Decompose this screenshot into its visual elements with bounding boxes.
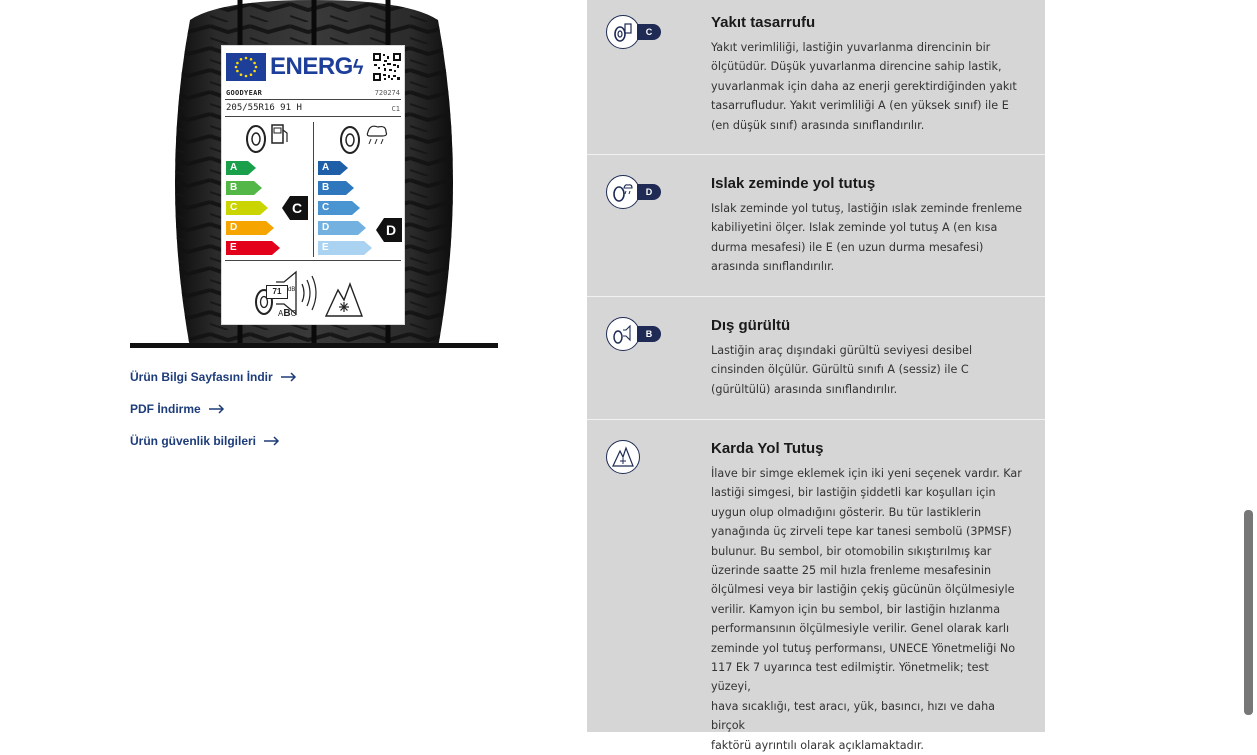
fuel-tyre-icon <box>606 15 640 49</box>
wet-bar-c: C <box>318 201 360 215</box>
download-links <box>130 367 297 463</box>
link-label: PDF İndirme <box>130 402 201 416</box>
energy-logo: ENERGϟ <box>270 53 363 80</box>
fuel-bar-a: A <box>226 161 256 175</box>
section-wet-grip <box>587 155 1045 296</box>
svg-text:C: C <box>291 200 303 216</box>
noise-class-b: B <box>283 308 291 319</box>
section-description: Islak zeminde yol tutuş, lastiğin ıslak zeminde frenleme kabiliyetini ölçer. Islak zeminde yol tutuş A (en kısa durma mesafesi) ile E (en uzun durma mesafesi) arasında sınıflandırılır. <box>711 202 1023 274</box>
noise-icon <box>606 317 640 351</box>
wet-bar-e: E <box>318 241 372 255</box>
link-label: Ürün Bilgi Sayfasını İndir <box>130 370 273 384</box>
label-divider <box>225 260 401 261</box>
fuel-bar-c: C <box>226 201 268 215</box>
noise-class-c: C <box>290 309 297 318</box>
eu-tyre-label <box>221 45 405 325</box>
pdf-download-link[interactable] <box>130 399 297 419</box>
noise-class-a: A <box>278 309 284 318</box>
fuel-bar-b: B <box>226 181 262 195</box>
arrow-right-icon <box>264 436 280 446</box>
fuel-grade-marker <box>282 196 308 220</box>
label-column-divider <box>313 122 314 257</box>
wet-bar-d: D <box>318 221 366 235</box>
section-description: Yakıt verimliliği, lastiğin yuvarlanma direncinin bir ölçütüdür. Düşük yuvarlanma direncine sahip lastik, yuvarlanmak için daha az enerji gerektirdiğinden yakıt tasarrufludur. Yakıt verimliliği A (en yüksek sınıf) ile E (en düşük sınıf) arasında sınıflandırılır. <box>711 41 1017 132</box>
label-divider <box>225 99 401 100</box>
eu-flag-icon <box>226 53 266 81</box>
snow-mountain-icon <box>606 440 640 474</box>
wet-grip-tyre-icon <box>334 122 390 156</box>
label-brand: GOODYEAR <box>226 89 263 97</box>
noise-class-scale <box>278 308 296 319</box>
section-fuel-efficiency <box>587 0 1045 154</box>
svg-text:D: D <box>385 222 397 238</box>
tire-base-line <box>130 343 498 348</box>
section-title: Yakıt tasarrufu <box>711 14 816 31</box>
section-title: Islak zeminde yol tutuş <box>711 175 876 192</box>
section-description: Lastiğin araç dışındaki gürültü seviyesi desibel cinsinden ölçülür. Gürültü sınıfı A (sessiz) ile C (gürültülü) arasında sınıflandırılır. <box>711 344 973 396</box>
arrow-right-icon <box>209 404 225 414</box>
snow-mountain-icon <box>324 280 364 318</box>
grade-badge: C <box>637 24 661 40</box>
fuel-bar-e: E <box>226 241 280 255</box>
noise-db-unit: dB <box>288 287 296 293</box>
fuel-bar-d: D <box>226 221 274 235</box>
product-info-download-link[interactable] <box>130 367 297 387</box>
label-tyre-size: 205/55R16 91 H <box>226 103 302 113</box>
grade-badge: D <box>637 184 661 200</box>
fuel-pump-tyre-icon <box>244 122 290 154</box>
link-label: Ürün güvenlik bilgileri <box>130 434 257 448</box>
label-divider <box>225 116 401 117</box>
label-tyre-class: C1 <box>391 105 400 113</box>
wet-bar-b: B <box>318 181 354 195</box>
noise-db-value: 71 <box>266 285 288 299</box>
section-title: Karda Yol Tutuş <box>711 440 824 457</box>
section-title: Dış gürültü <box>711 317 791 334</box>
grade-badge: B <box>637 326 661 342</box>
section-snow-grip <box>587 420 1045 752</box>
lightning-icon: ϟ <box>352 57 363 79</box>
wet-grip-icon <box>606 175 640 209</box>
section-external-noise <box>587 297 1045 419</box>
wet-bar-a: A <box>318 161 348 175</box>
wet-grade-marker <box>376 218 402 242</box>
section-description: İlave bir simge eklemek için iki yeni seçenek vardır. Kar lastiği simgesi, bir lastiğin şiddetli kar koşulları için uygun olup olmadığını gösterir. Bu tür lastiklerin yanağında üç zirveli tepe kar tanesi sembolü (3PMSF) bulunur. Bu sembol, bir otomobilin sıkıştırılmış kar üzerinde saatte 25 mil hızla frenleme mesafesinin ölçülmesi veya bir lastiğin çekiş gücünün ölçülmesiyle verilir. Kamyon için bu sembol, bir lastiğin hızlanma performansının ölçülmesiyle verilir. Genel olarak karlı zeminde yol tutuş performansı, UNECE Yönetmeliği No 117 Ek 7 uyarınca test edilmiştir. Yönetmelik; test yüzeyi, hava sıcaklığı, test aracı, yük, basıncı, hızı ve daha birçok faktörü ayrıntılı olarak açıklamaktadır. <box>711 467 1022 752</box>
page-scrollbar[interactable] <box>1244 510 1253 715</box>
product-safety-info-link[interactable] <box>130 431 297 451</box>
qr-code-icon <box>373 53 401 81</box>
label-code: 720274 <box>374 89 400 97</box>
label-explanation-panel <box>587 0 1045 752</box>
arrow-right-icon <box>281 372 297 382</box>
